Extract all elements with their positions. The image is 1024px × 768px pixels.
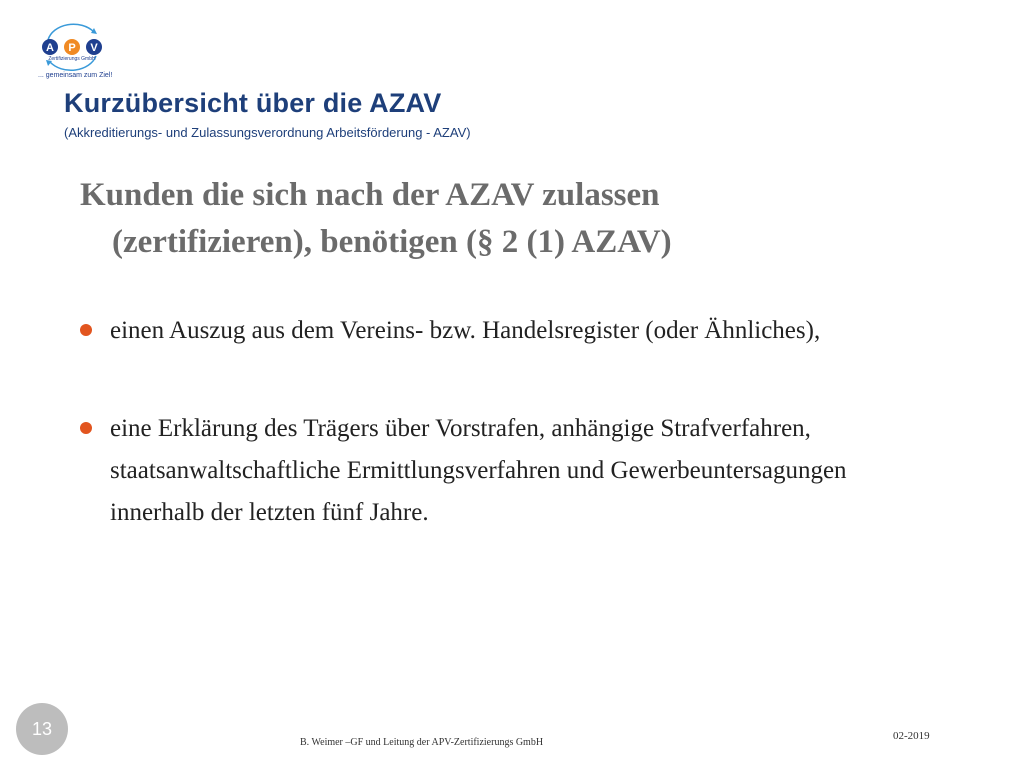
list-item bbox=[80, 310, 940, 352]
section-heading-line-1: Kunden die sich nach der AZAV zulassen bbox=[80, 177, 660, 213]
list-item-text: eine Erklärung des Trägers über Vorstrafen, anhängige Strafverfahren, staatsanwaltschaftliche Ermittlungsverfahren und Gewerbeuntersagungen innerhalb der letzten fünf Jahre. bbox=[110, 415, 847, 526]
section-heading-line-2: (zertifizieren), benötigen (§ 2 (1) AZAV) bbox=[112, 224, 672, 260]
logo-letter-a: A bbox=[46, 42, 54, 54]
footer-date: 02-2019 bbox=[893, 730, 930, 742]
page-title: Kurzübersicht über die AZAV bbox=[64, 88, 442, 118]
logo-letter-p: P bbox=[68, 42, 76, 54]
page-number-badge: 13 bbox=[16, 703, 68, 755]
logo-arc-top bbox=[48, 24, 94, 40]
footer-author: B. Weimer –GF und Leitung der APV-Zertifizierungs GmbH bbox=[300, 737, 544, 748]
page-subtitle: (Akkreditierungs- und Zulassungsverordnung Arbeitsförderung - AZAV) bbox=[64, 125, 471, 140]
list-item bbox=[80, 408, 940, 534]
section-heading bbox=[80, 172, 880, 266]
bullet-dot-icon bbox=[80, 324, 92, 336]
logo-company-line: Zertifizierungs GmbH bbox=[48, 56, 96, 62]
list-item-text: einen Auszug aus dem Vereins- bzw. Handelsregister (oder Ähnliches), bbox=[110, 317, 821, 344]
logo-letter-v: V bbox=[90, 42, 98, 54]
logo-tagline: ... gemeinsam zum Ziel! bbox=[38, 72, 113, 79]
requirements-list bbox=[80, 310, 940, 534]
bullet-dot-icon bbox=[80, 422, 92, 434]
